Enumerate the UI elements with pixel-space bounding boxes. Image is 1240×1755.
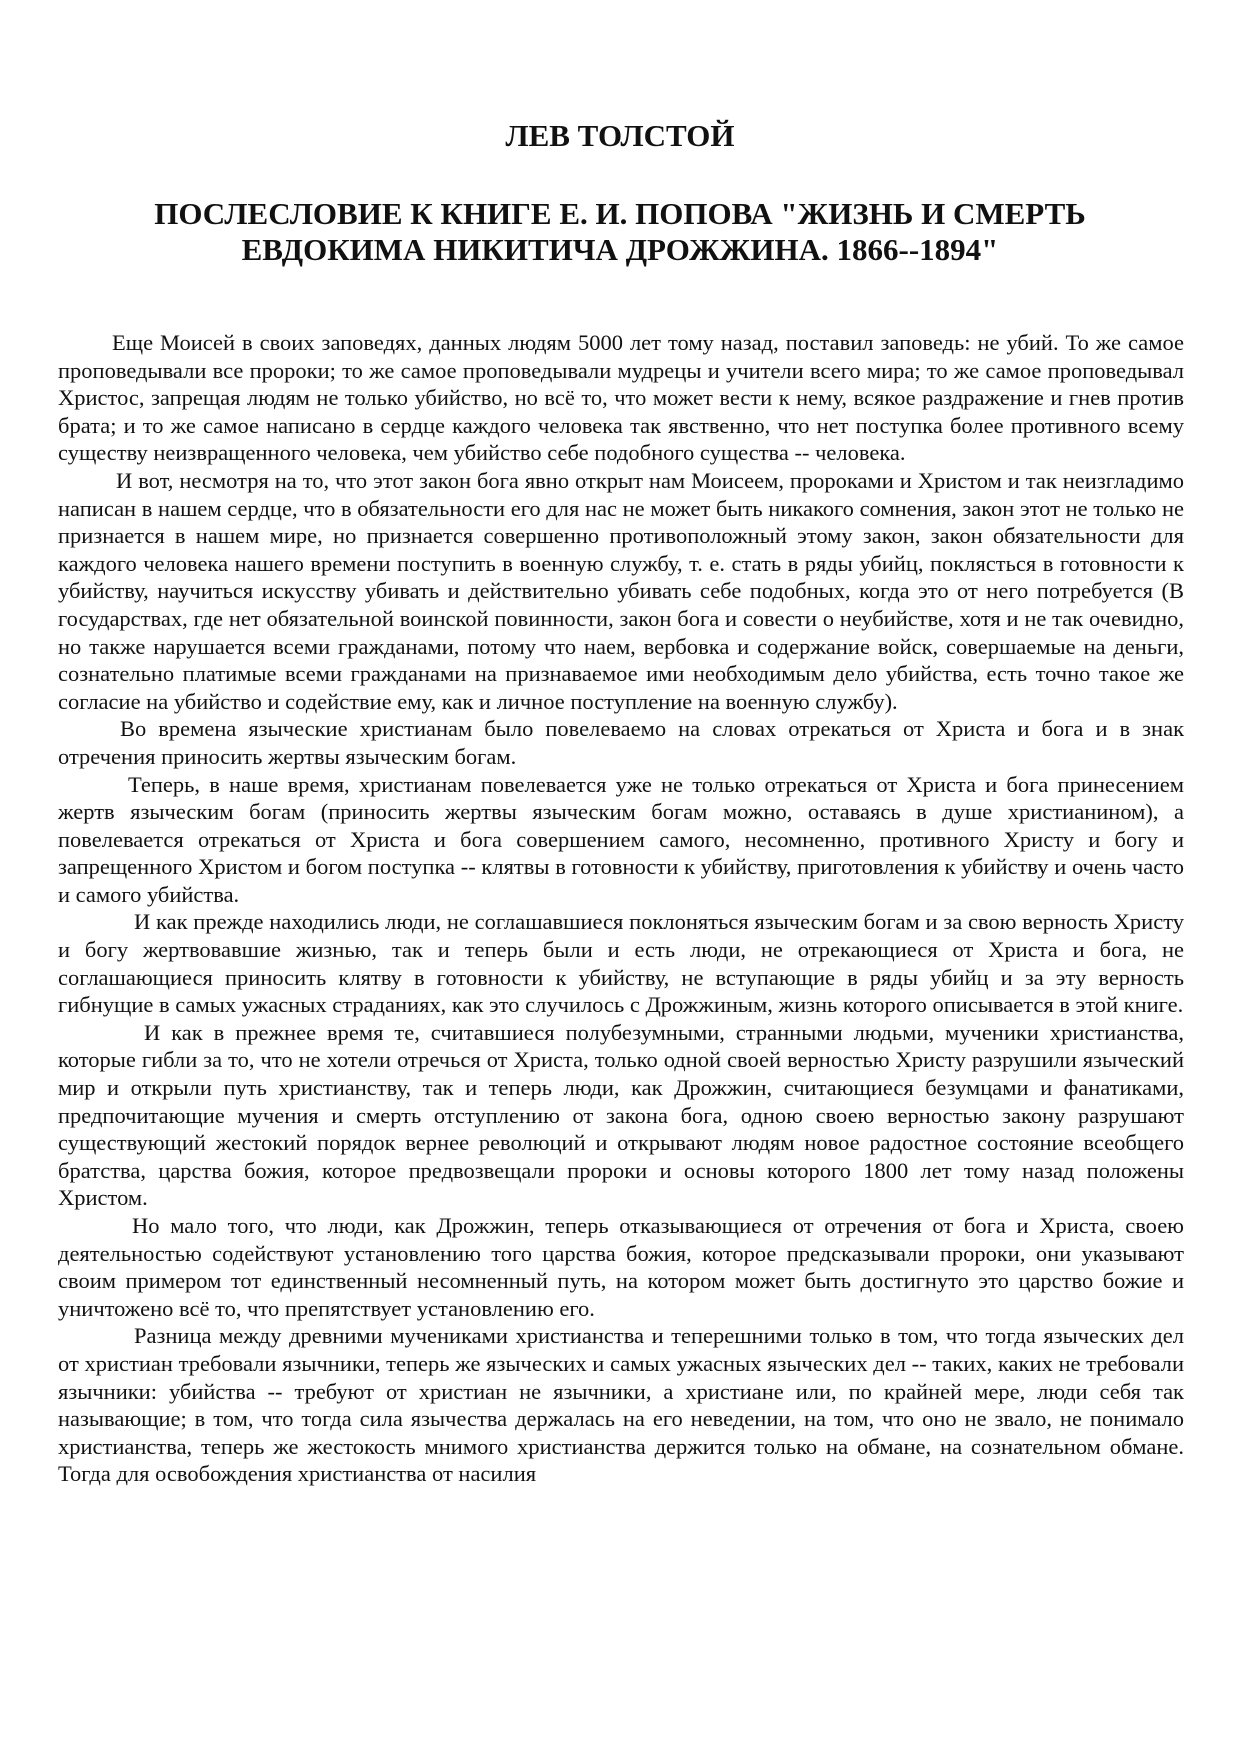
body-text [58,329,1184,1488]
author-heading: ЛЕВ ТОЛСТОЙ [505,118,735,153]
paragraph: И как прежде находились люди, не соглашавшиеся поклоняться языческим богам и за свою верность Христу и богу жертвовавшие жизнью, так и теперь были и есть люди, не отрекающиеся от Христа и бога, не соглашающиеся приносить клятву в готовности к убийству, не вступающие в ряды убийц и за эту верность гибнущие в самых ужасных страданиях, как это случилось с Дрожжиным, жизнь которого описывается в этой книге. [58,909,1184,1018]
paragraph: Во времена языческие христианам было повелеваемо на словах отрекаться от Христа и бога и в знак отречения приносить жертвы языческим богам. [58,716,1184,769]
paragraph: И вот, несмотря на то, что этот закон бога явно открыт нам Моисеем, пророками и Христом и так неизгладимо написан в нашем сердце, что в обязательности его для нас не может быть никакого сомнения, закон этот не только не признается в нашем мире, но признается совершенно противоположный этому закон, закон обязательности для каждого человека нашего времени поступить в военную службу, т. е. стать в ряды убийц, поклясться в готовности к убийству, научиться искусству убивать и действительно убивать себе подобных, когда это от него потребуется (В государствах, где нет обязательной воинской повинности, закон бога и совести о неубийстве, хотя и не так очевидно, но также нарушается всеми гражданами, потому что наем, вербовка и содержание войск, совершаемые на деньги, сознательно платимые всеми гражданами на признаваемое ими необходимым дело убийства, есть точно такое же согласие на убийство и содействие ему, как и личное поступление на военную службу). [58,467,1184,714]
paragraph: Разница между древними мучениками христианства и теперешними только в том, что тогда языческих дел от христиан требовали язычники, теперь же языческих и самых ужасных языческих дел -- таких, каких не требовали язычники: убийства -- требуют от христиан не язычники, а христиане или, по крайней мере, люди себя так называющие; в том, что тогда сила язычества держалась на его неведении, на том, что оно не звало, не понимало христианства, теперь же жестокость мнимого христианства держится только на обмане, на сознательном обмане. Тогда для освобождения христианства от насилия [58,1323,1184,1487]
paragraph: Еще Моисей в своих заповедях, данных людям 5000 лет тому назад, поставил заповедь: не убий. То же самое проповедывали все пророки; то же самое проповедывали мудрецы и учители всего мира; то же самое проповедывал Христос, запрещая людям не только убийство, но всё то, что может вести к нему, всякое раздражение и гнев против брата; и то же самое написано в сердце каждого человека так явственно, что нет поступка более противного всему существу неизвращенного человека, чем убийство себе подобного существа -- человека. [58,330,1184,466]
title-line: ПОСЛЕСЛОВИЕ К КНИГЕ Е. И. ПОПОВА "ЖИЗНЬ И СМЕРТЬ [154,196,1086,231]
paragraph: Теперь, в наше время, христианам повелевается уже не только отрекаться от Христа и бога принесением жертв языческим богам (приносить жертвы языческим богам можно, оставаясь в душе христианином), а повелевается отрекаться от Христа и бога совершением самого, несомненно, противного Христу и богу и запрещенного Христом и богом поступка -- клятвы в готовности к убийству, приготовления к убийству и очень часто и самого убийства. [58,771,1184,907]
title-line: ЕВДОКИМА НИКИТИЧА ДРОЖЖИНА. 1866--1894" [241,232,999,267]
paragraph: И как в прежнее время те, считавшиеся полубезумными, странными людьми, мученики христианства, которые гибли за то, что не хотели отречься от Христа, только одной своей верностью Христу разрушили языческий мир и открыли путь христианству, так и теперь люди, как Дрожжин, считающиеся безумцами и фанатиками, предпочитающие мучения и смерть отступлению от закона бога, одною своею верностью закону разрушают существующий жестокий порядок вернее революций и открывают людям новое радостное состояние всеобщего братства, царства божия, которое предвозвещали пророки и основы которого 1800 лет тому назад положены Христом. [58,1019,1184,1211]
paragraph: Но мало того, что люди, как Дрожжин, теперь отказывающиеся от отречения от бога и Христа, своею деятельностью содействуют установлению того царства божия, которое предсказывали пророки, они указывают своим примером тот единственный несомненный путь, на котором может быть достигнуто это царство божие и уничтожено всё то, что препятствует установлению его. [58,1213,1184,1321]
document-title [100,196,1140,268]
